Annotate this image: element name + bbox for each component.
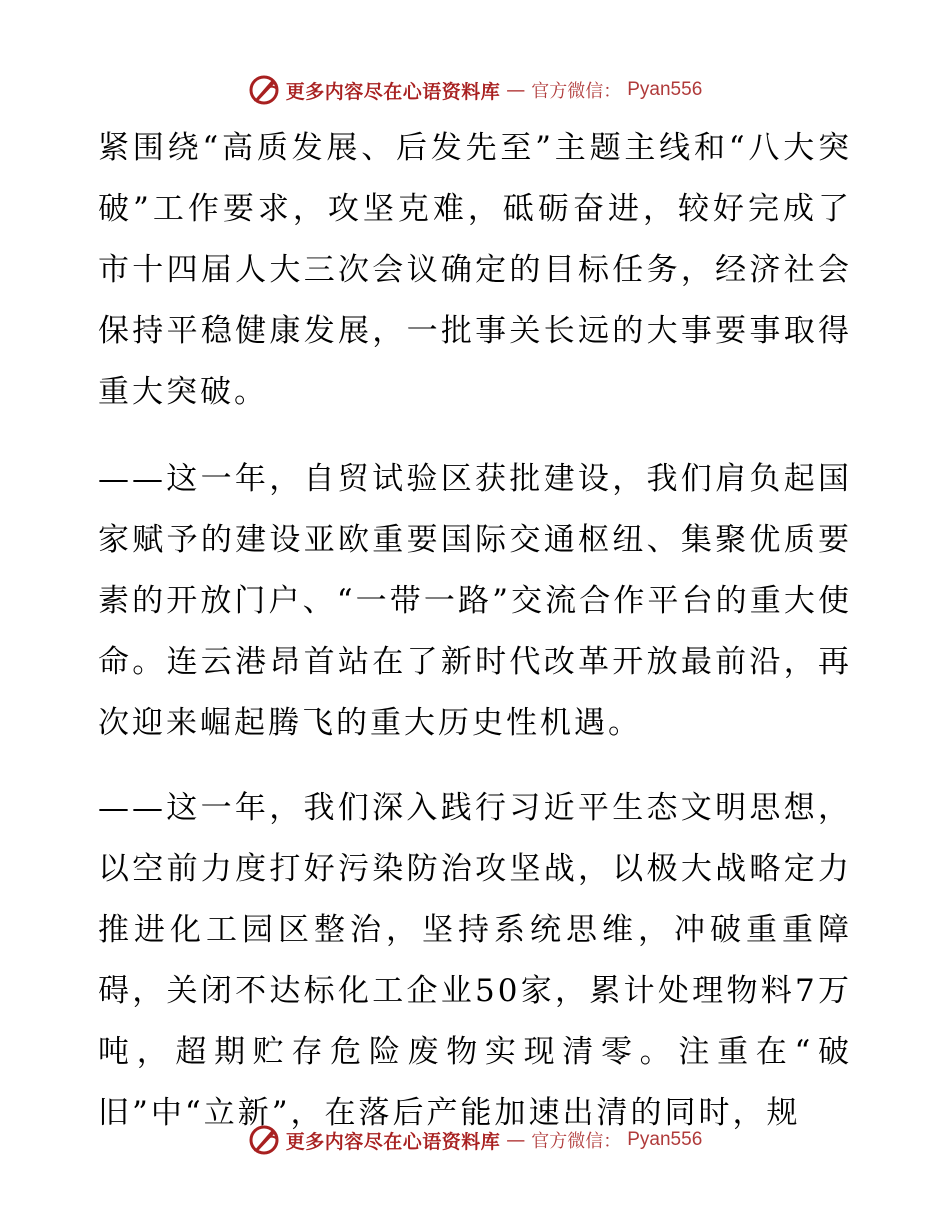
wechat-label: 官方微信： <box>531 1131 622 1152</box>
paragraph-1: 紧围绕“高质发展、后发先至”主题主线和“八大突破”工作要求，攻坚克难，砥砺奋进，较好完成了市十四届人大三次会议确定的目标任务，经济社会保持平稳健康发展，一批事关长远的大事要事取得重大突破。 <box>98 130 852 410</box>
paragraph-2: ——这一年，自贸试验区获批建设，我们肩负起国家赋予的建设亚欧重要国际交通枢纽、集聚优质要素的开放门户、“一带一路”交流合作平台的重大使命。连云港昂首站在了新时代改革开放最前沿，再次迎来崛起腾飞的重大历史性机遇。 <box>98 461 852 741</box>
banner-dash: — <box>506 1129 526 1151</box>
wechat-label: 官方微信： <box>531 81 622 102</box>
quill-logo-icon <box>248 1124 280 1156</box>
quill-logo-icon <box>248 74 280 106</box>
banner-dash: — <box>506 79 526 101</box>
wechat-id: Pyan556 <box>627 1129 703 1150</box>
wechat-id: Pyan556 <box>627 79 703 100</box>
header-banner <box>0 70 950 110</box>
paragraph-3: ——这一年，我们深入践行习近平生态文明思想，以空前力度打好污染防治攻坚战，以极大战略定力推进化工园区整治，坚持系统思维，冲破重重障碍，关闭不达标化工企业50家，累计处理物料7万吨，超期贮存危险废物实现清零。注重在“破旧”中“立新”，在落后产能加速出清的同时，规 <box>98 790 852 1131</box>
footer-banner <box>0 1120 950 1160</box>
site-name: 更多内容尽在心语资料库 <box>285 80 501 103</box>
site-name: 更多内容尽在心语资料库 <box>285 1130 501 1153</box>
document-body <box>98 118 852 1168</box>
